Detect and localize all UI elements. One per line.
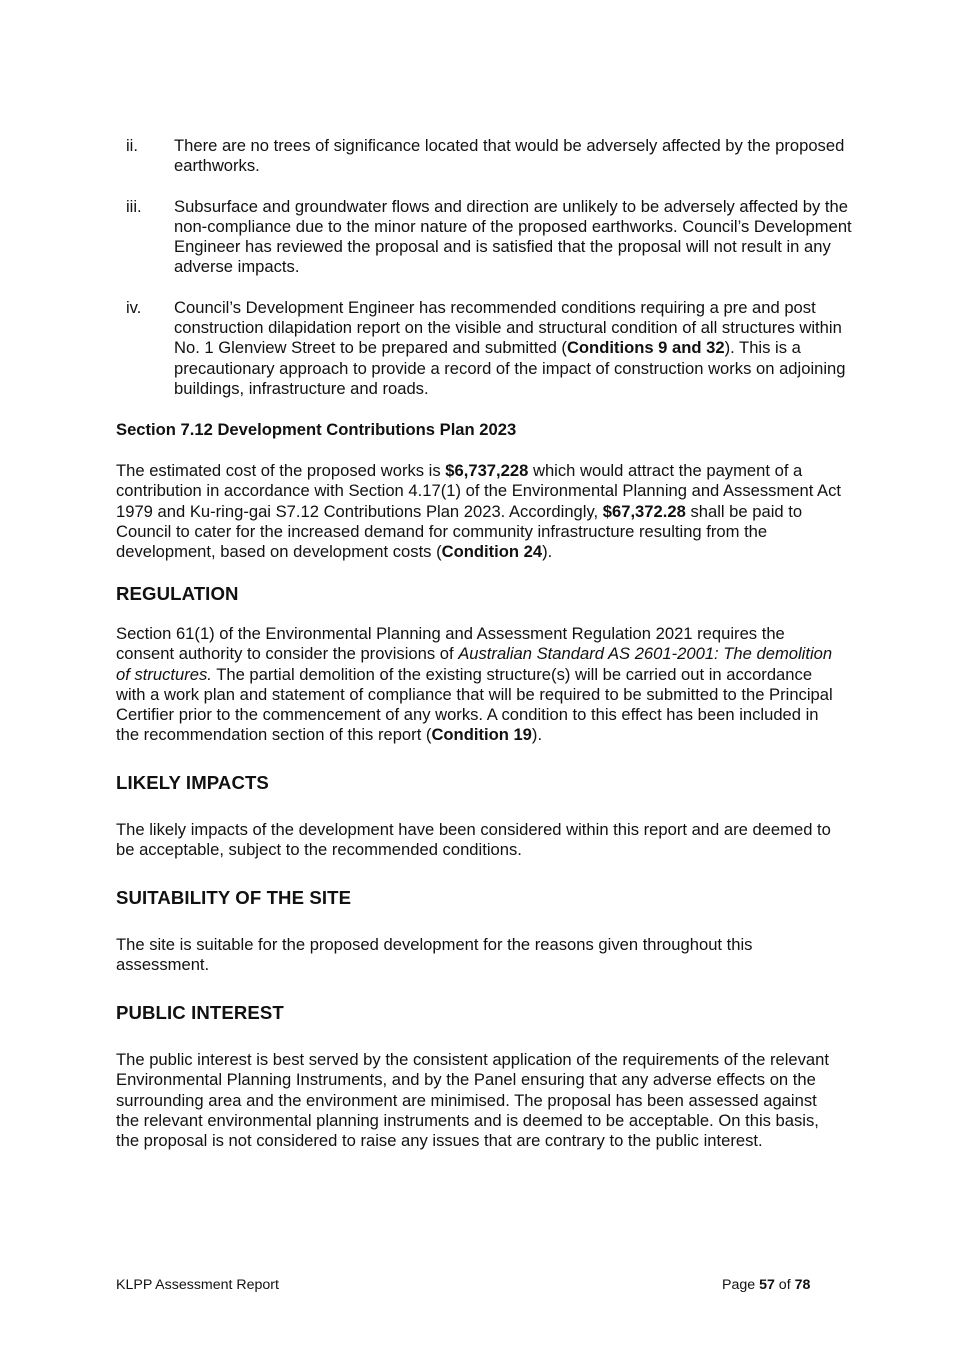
likely-impacts-heading: LIKELY IMPACTS xyxy=(116,772,269,793)
list-item xyxy=(116,197,856,278)
contributions-paragraph: The estimated cost of the proposed works is $6,737,228 which would attract the payment of a contribution in accordance with Section 4.17(1) of the Environmental Planning and Assessment Act 1979 and Ku-ring-gai S7.12 Contributions Plan 2023. Accordingly, $67,372.28 shall be paid to Council to cater for the increased demand for community infrastructure resulting from the development, based on development costs (Condition 24). xyxy=(116,461,842,562)
public-interest-paragraph: The public interest is best served by the consistent application of the requirements of the relevant Environmental Planning Instruments, and by the Panel ensuring that any adverse effects on the surrounding area and the environment are minimised. The proposal has been assessed against the relevant environmental planning instruments and is deemed to be acceptable. On this basis, the proposal is not considered to raise any issues that are contrary to the public interest. xyxy=(116,1050,830,1151)
standard-title: Australian Standard AS 2601-2001: The demolition of structures. xyxy=(116,644,833,684)
estimated-cost: $6,737,228 xyxy=(445,461,529,480)
total-pages: 78 xyxy=(794,1277,811,1293)
likely-impacts-paragraph: The likely impacts of the development have been considered within this report and are deemed to be acceptable, subject to the recommended conditions. xyxy=(116,820,831,860)
contributions-heading: Section 7.12 Development Contributions Plan 2023 xyxy=(116,420,517,439)
regulation-paragraph: Section 61(1) of the Environmental Planning and Assessment Regulation 2021 requires the consent authority to consider the provisions of Australian Standard AS 2601-2001: The demolition of structures. The partial demolition of the existing structure(s) will be carried out in accordance with a work plan and statement of compliance that will be required to be submitted to the Principal Certifier prior to the commencement of any works. A condition to this effect has been included in the recommendation section of this report (Condition 19). xyxy=(116,624,833,745)
list-item xyxy=(116,136,856,177)
list-item-number: iv. xyxy=(126,297,142,317)
footer-report-title: KLPP Assessment Report xyxy=(116,1277,279,1293)
condition-reference: Condition 19 xyxy=(431,725,532,745)
list-item-text: Council’s Development Engineer has recommended conditions requiring a pre and post construction dilapidation report on the visible and structural condition of all structures within No. 1 Glenview Street to be prepared and submitted (Conditions 9 and 32). This is a precautionary approach to provide a record of the impact of construction works on adjoining buildings, infrastructure and roads. xyxy=(174,297,846,398)
list-item-number: iii. xyxy=(126,196,142,216)
suitability-paragraph: The site is suitable for the proposed development for the reasons given throughout this assessment. xyxy=(116,935,753,975)
condition-reference: Condition 24 xyxy=(441,542,543,562)
numbered-list xyxy=(116,136,856,419)
regulation-heading: REGULATION xyxy=(116,583,239,604)
public-interest-heading: PUBLIC INTEREST xyxy=(116,1002,284,1023)
list-item-text: Subsurface and groundwater flows and direction are unlikely to be adversely affected by the non-compliance due to the minor nature of the proposed earthworks. Council’s Development Engineer has reviewed the proposal and is satisfied that the proposal will not result in any adverse impacts. xyxy=(174,196,852,277)
contribution-amount: $67,372.28 xyxy=(602,501,686,521)
suitability-heading: SUITABILITY OF THE SITE xyxy=(116,887,352,908)
list-item-text: There are no trees of significance located that would be adversely affected by the proposed earthworks. xyxy=(174,136,845,176)
conditions-reference: Conditions 9 and 32 xyxy=(566,338,725,358)
list-item xyxy=(116,298,856,399)
footer-page-number: Page 57 of 78 xyxy=(722,1277,811,1293)
current-page: 57 xyxy=(759,1277,775,1293)
list-item-number: ii. xyxy=(126,136,138,155)
